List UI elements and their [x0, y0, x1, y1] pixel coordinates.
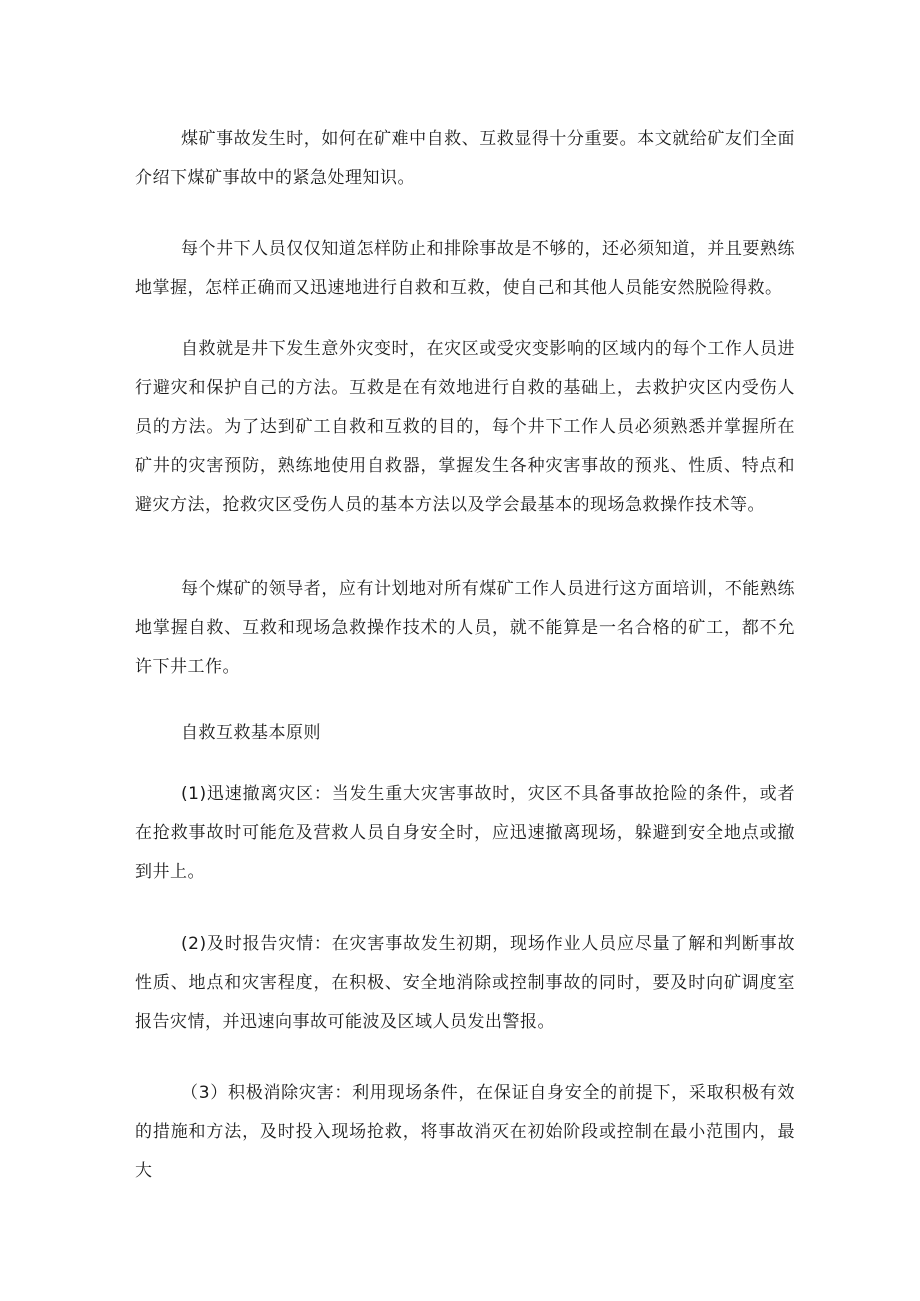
principle-2-paragraph: (2)及时报告灾情：在灾害事故发生初期，现场作业人员应尽量了解和判断事故性质、地点和灾害程度，在积极、安全地消除或控制事故的同时，要及时向矿调度室报告灾情，并迅速向事故可能波及区域人员发出警报。: [135, 934, 795, 1032]
training-paragraph: 每个煤矿的领导者，应有计划地对所有煤矿工作人员进行这方面培训，不能熟练地掌握自救、互救和现场急救操作技术的人员，就不能算是一名合格的矿工，都不允许下井工作。: [135, 579, 795, 677]
intro-paragraph: 煤矿事故发生时，如何在矿难中自救、互救显得十分重要。本文就给矿友们全面介绍下煤矿事故中的紧急处理知识。: [135, 129, 795, 188]
self-rescue-definition-paragraph: 自救就是井下发生意外灾变时，在灾区或受灾变影响的区域内的每个工作人员进行避灾和保护自己的方法。互救是在有效地进行自救的基础上，去救护灾区内受伤人员的方法。为了达到矿工自救和互救的目的，每个井下工作人员必须熟悉并掌握所在矿井的灾害预防，熟练地使用自救器，掌握发生各种灾害事故的预兆、性质、特点和避灾方法，抢救灾区受伤人员的基本方法以及学会最基本的现场急救操作技术等。: [135, 339, 795, 515]
section-heading: 自救互救基本原则: [181, 723, 321, 743]
knowledge-paragraph: 每个井下人员仅仅知道怎样防止和排除事故是不够的，还必须知道，并且要熟练地掌握，怎样正确而又迅速地进行自救和互救，使自己和其他人员能安然脱险得救。: [135, 239, 795, 298]
principle-3-paragraph: （3）积极消除灾害：利用现场条件，在保证自身安全的前提下，采取积极有效的措施和方法，及时投入现场抢救，将事故消灭在初始阶段或控制在最小范围内，最大: [135, 1083, 795, 1181]
principle-1-paragraph: (1)迅速撤离灾区：当发生重大灾害事故时，灾区不具备事故抢险的条件，或者在抢救事故时可能危及营救人员自身安全时，应迅速撤离现场，躲避到安全地点或撤到井上。: [135, 784, 795, 882]
